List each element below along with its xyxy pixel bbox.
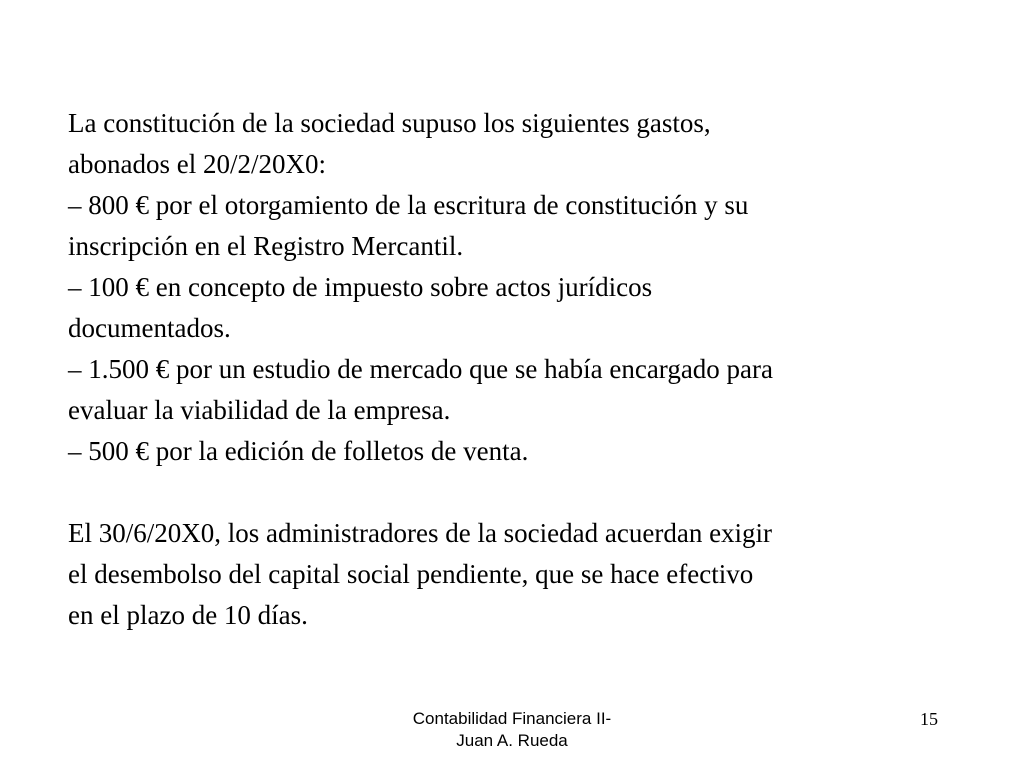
- body-line: El 30/6/20X0, los administradores de la sociedad acuerdan exigir: [68, 518, 773, 548]
- body-line: documentados.: [68, 313, 231, 343]
- body-line: – 800 € por el otorgamiento de la escritura de constitución y su: [68, 190, 749, 220]
- body-line: abonados el 20/2/20X0:: [68, 149, 326, 179]
- footer-author: Juan A. Rueda: [456, 731, 568, 750]
- body-line: en el plazo de 10 días.: [68, 600, 308, 630]
- slide-body: [68, 103, 968, 636]
- closing-paragraph: [68, 513, 968, 636]
- body-line: el desembolso del capital social pendiente, que se hace efectivo: [68, 559, 754, 589]
- paragraph-spacer: [68, 472, 968, 513]
- footer-course-title: Contabilidad Financiera II-: [412, 709, 612, 728]
- body-line: La constitución de la sociedad supuso los siguientes gastos,: [68, 108, 711, 138]
- page-number: 15: [920, 709, 938, 729]
- body-line: evaluar la viabilidad de la empresa.: [68, 395, 451, 425]
- body-line: – 500 € por la edición de folletos de venta.: [68, 436, 529, 466]
- footer-credit: [352, 708, 672, 752]
- body-line: – 100 € en concepto de impuesto sobre actos jurídicos: [68, 272, 653, 302]
- expenses-paragraph: [68, 103, 968, 472]
- body-line: inscripción en el Registro Mercantil.: [68, 231, 464, 261]
- body-line: – 1.500 € por un estudio de mercado que se había encargado para: [68, 354, 774, 384]
